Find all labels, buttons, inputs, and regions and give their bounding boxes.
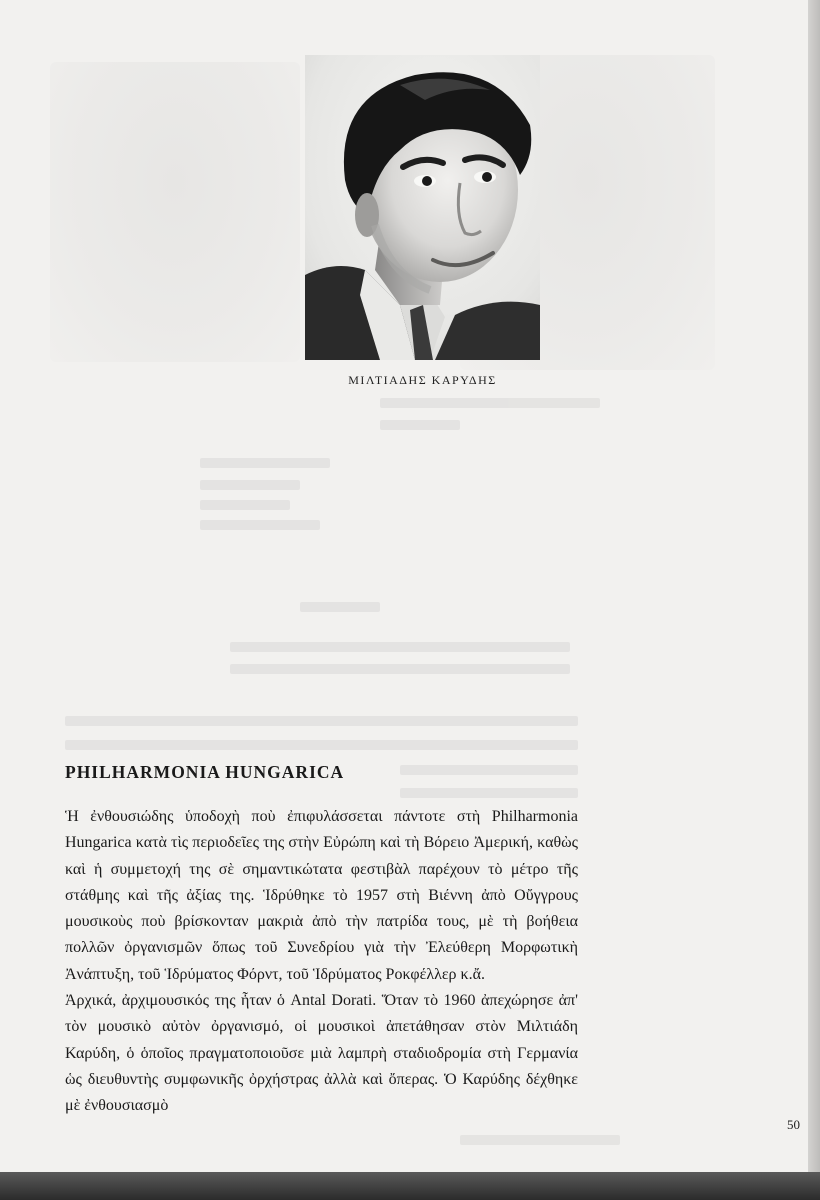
scanner-edge-right [808, 0, 820, 1172]
photo-caption: ΜΙΛΤΙΑΔΗΣ ΚΑΡΥΔΗΣ [348, 373, 497, 387]
portrait-photo [305, 55, 540, 360]
article-body [65, 804, 578, 1120]
scanner-edge-bottom [0, 1172, 820, 1200]
paragraph-2: Ἀρχικά, ἀρχιμουσικός της ἦταν ὁ Antal Dorati. Ὅταν τὸ 1960 ἀπεχώρησε ἀπ' τὸν μουσικὸ αὐτὸν ὀργανισμό, οἱ μουσικοὶ ἀπετάθησαν στὸν Μιλτιάδη Καρύδη, ὁ ὁποῖος πραγματοποιοῦσε μιὰ λαμπρὴ σταδιοδρομία στὴ Γερμανία ὡς διευθυντὴς συμφωνικῆς ὀρχήστρας ἀλλὰ καὶ ὄπερας. Ὁ Καρύδης δέχθηκε μὲ ἐνθουσιασμὸ [65, 992, 578, 1115]
article-heading: PHILHARMONIA HUNGARICA [65, 762, 345, 782]
page-number: 50 [787, 1117, 800, 1132]
paragraph-1: Ἡ ἐνθουσιώδης ὑποδοχὴ ποὺ ἐπιφυλάσσεται πάντοτε στὴ Philharmonia Hungarica κατὰ τὶς περιοδεῖες της στὴν Εὐρώπη καὶ τὴ Βόρειο Ἀμερική, καθὼς καὶ ἡ συμμετοχή της σὲ σημαντικώτατα φεστιβὰλ παρέχουν τὸ μέτρο τῆς στάθμης καὶ τῆς ἀξίας της. Ἱδρύθηκε τὸ 1957 στὴ Βιέννη ἀπὸ Οὔγγρους μουσικοὺς ποὺ βρίσκονταν μακριὰ ἀπὸ τὴν πατρίδα τους, μὲ τὴ βοήθεια πολλῶν ὀργανισμῶν ὅπως τοῦ Συνεδρίου γιὰ τὴν Ἐλεύθερη Μορφωτικὴ Ἀνάπτυξη, τοῦ Ἱδρύματος Φόρντ, τοῦ Ἱδρύματος Ροκφέλλερ κ.ἄ. [65, 808, 578, 983]
